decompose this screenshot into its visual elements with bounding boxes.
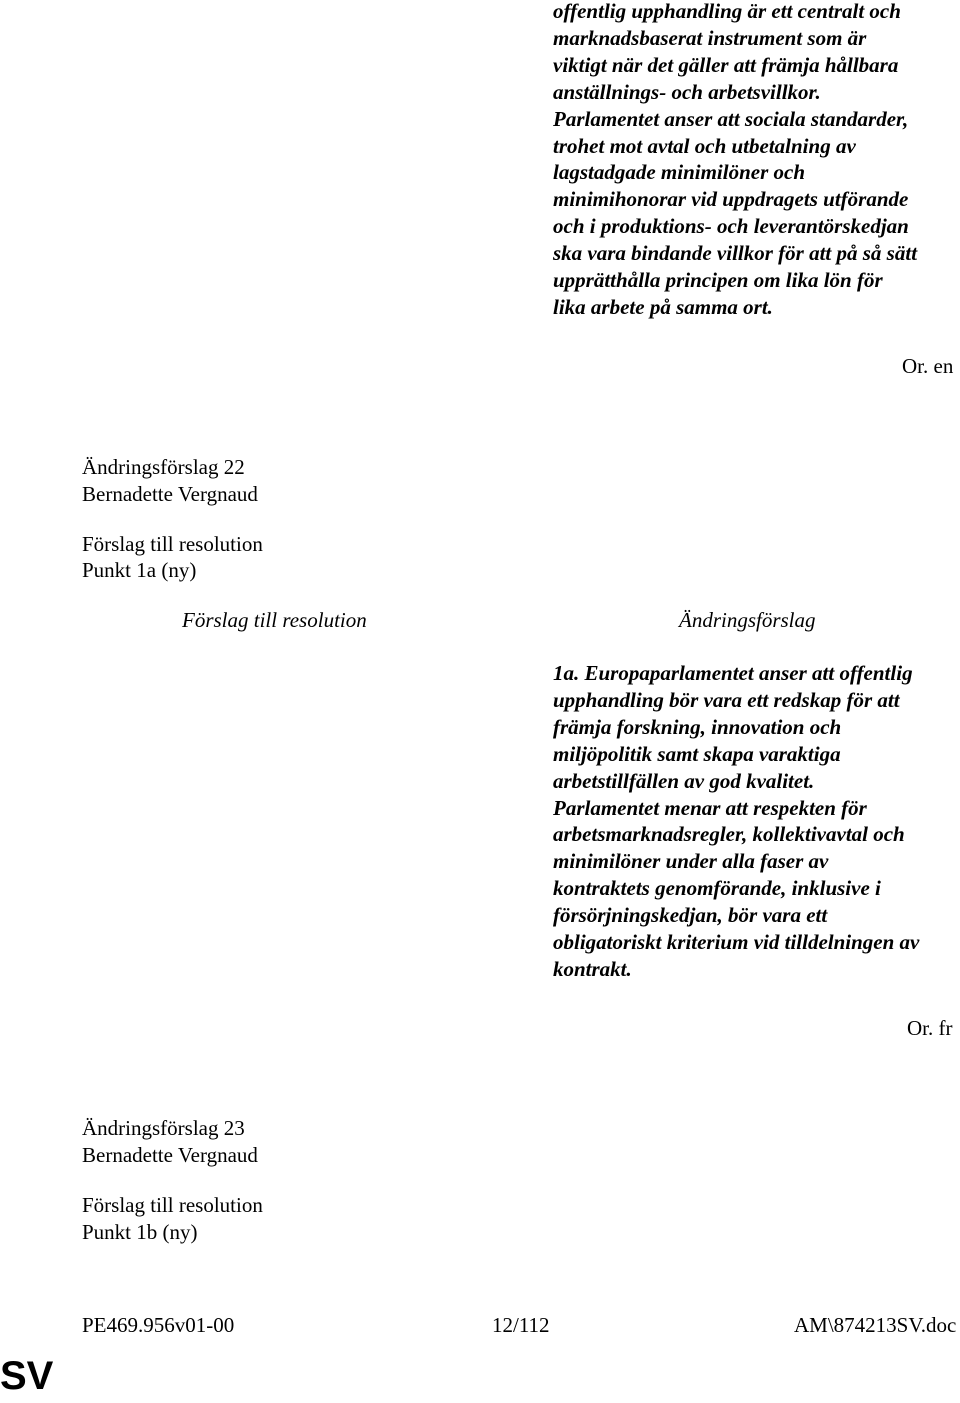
text-line: lagstadgade minimilöner och (553, 160, 806, 185)
text-line: marknadsbaserat instrument som är (553, 25, 867, 50)
language-code: SV (0, 1354, 54, 1398)
footer-filename: AM\874213SV.doc (794, 1313, 957, 1337)
amendment-22-title: Ändringsförslag 22 (82, 455, 245, 479)
text-line: obligatoriskt kriterium vid tilldelningen av (553, 930, 920, 955)
text-line: främja forskning, innovation och (553, 714, 842, 739)
text-line: kontraktets genomförande, inklusive i (553, 876, 881, 901)
text-line: 1a. Europaparlamentet anser att offentlig (553, 661, 913, 685)
text-line: upprätthålla principen om lika lön för (553, 268, 883, 293)
footer-page-number: 12/112 (492, 1313, 550, 1337)
text-line: trohet mot avtal och utbetalning av (553, 133, 856, 158)
amendment-23-point: Punkt 1b (ny) (82, 1220, 198, 1244)
amendment-22-text (553, 660, 960, 983)
column-header-right: Ändringsförslag (679, 608, 816, 632)
text-line: och i produktions- och leverantörskedjan (553, 214, 909, 239)
text-line: lika arbete på samma ort. (553, 294, 773, 319)
amendment-22-document: Förslag till resolution (82, 532, 263, 556)
text-line: minimilöner under alla faser av (553, 849, 829, 874)
text-line: arbetstillfällen av god kvalitet. (553, 768, 815, 793)
amendment-22-point: Punkt 1a (ny) (82, 558, 197, 582)
continued-amendment-text (553, 0, 960, 321)
amendment-22-author: Bernadette Vergnaud (82, 482, 258, 506)
amendment-23-author: Bernadette Vergnaud (82, 1143, 258, 1167)
text-line: Parlamentet menar att respekten för (553, 795, 867, 820)
original-language-en: Or. en (902, 354, 954, 378)
text-line: viktigt när det gäller att främja hållbara (553, 52, 899, 77)
text-line: anställnings- och arbetsvillkor. (553, 79, 821, 104)
text-line: offentlig upphandling är ett centralt och (553, 0, 901, 23)
text-line: miljöpolitik samt skapa varaktiga (553, 741, 841, 766)
text-line: arbetsmarknadsregler, kollektivavtal och (553, 822, 905, 847)
text-line: Parlamentet anser att sociala standarder, (553, 106, 909, 131)
text-line: kontrakt. (553, 956, 632, 981)
column-header-left: Förslag till resolution (182, 608, 367, 632)
original-language-fr: Or. fr (907, 1016, 953, 1040)
amendment-23-title: Ändringsförslag 23 (82, 1116, 245, 1140)
amendment-23-document: Förslag till resolution (82, 1193, 263, 1217)
text-line: ska vara bindande villkor för att på så sätt (553, 241, 918, 266)
text-line: minimihonorar vid uppdragets utförande (553, 187, 909, 212)
footer-reference: PE469.956v01-00 (82, 1313, 235, 1337)
text-line: försörjningskedjan, bör vara ett (553, 903, 828, 928)
text-line: upphandling bör vara ett redskap för att (553, 687, 900, 712)
